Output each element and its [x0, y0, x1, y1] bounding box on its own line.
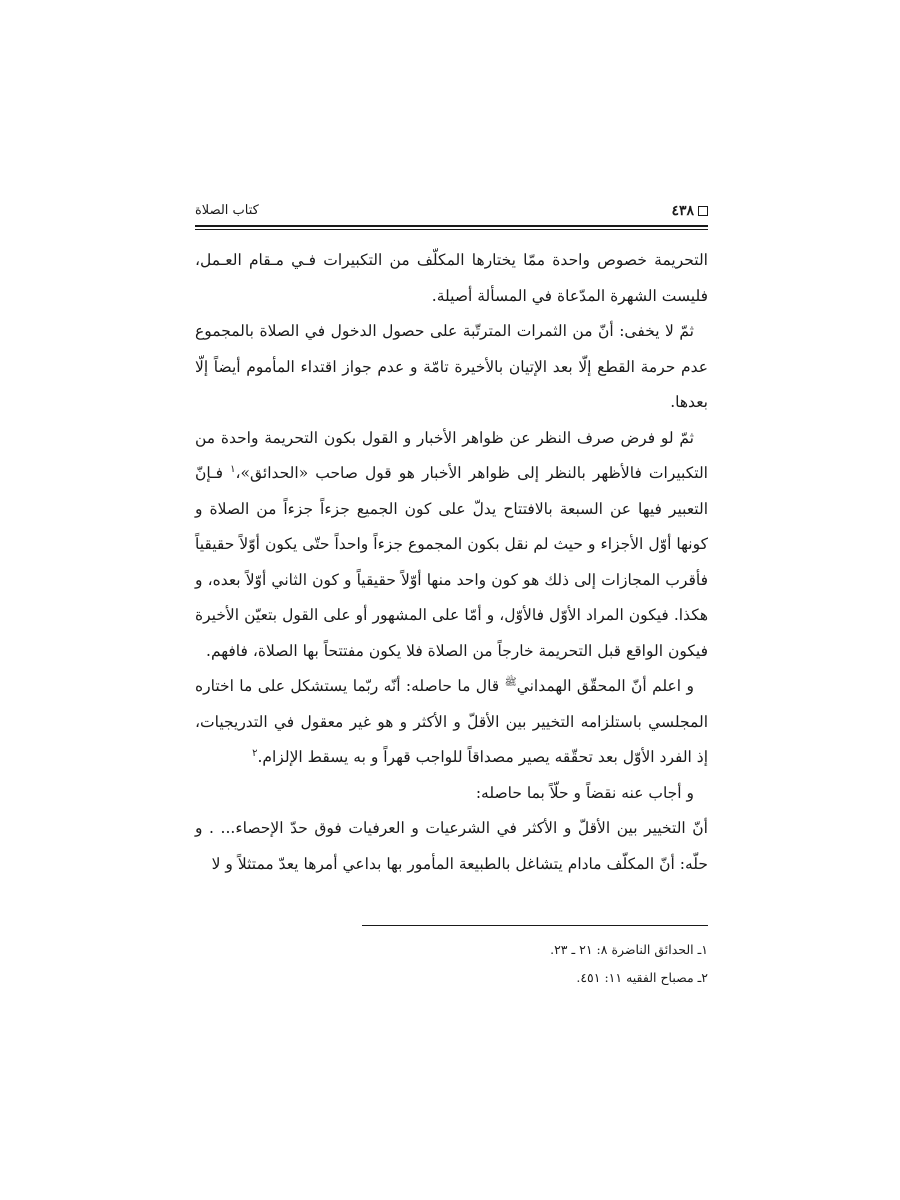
footnote-ref[interactable]: ٢: [252, 747, 258, 759]
paragraph: أنّ التخيير بين الأقلّ و الأكثر في الشرعيات و العرفيات فوق حدّ الإحصاء... . و حلّه: أنّ المكلّف مادام يتشاغل بالطبيعة المأمور بها بداعي أمرها يعدّ ممتثلاً و لا: [195, 819, 708, 873]
square-icon: [698, 206, 708, 216]
header-rule: [195, 225, 708, 227]
footnotes: [195, 936, 708, 992]
book-title: كتاب الصلاة: [195, 203, 259, 218]
honorific-symbol: ﷺ: [504, 676, 517, 688]
main-text: [195, 243, 708, 882]
paragraph-text: قال ما حاصله: أنّه ربّما يستشكل على ما اختاره المجلسي باستلزامه التخيير بين الأقلّ و الأكثر و هو غير معقول في التدريجيات، إذ الفرد الأوّل بعد تحقّقه يصير مصداقاً للواجب قهراً و به يسقط الإلزام.: [195, 677, 708, 766]
paragraph: ثمّ لا يخفى: أنّ من الثمرات المترتّبة على حصول الدخول في الصلاة بالمجموع عدم حرمة القطع إلّا بعد الإتيان بالأخيرة تامّة و عدم جواز اقتداء المأموم أيضاً إلّا بعدها.: [195, 322, 708, 411]
header-rule-thin: [195, 229, 708, 230]
paragraph-text: ثمّ لو فرض صرف النظر عن ظواهر الأخبار و القول بكون التحريمة واحدة من التكبيرات فالأظهر بالنظر إلى ظواهر الأخبار هو قول صاحب «الحدائق»،: [195, 428, 708, 482]
footnote-ref[interactable]: ١: [230, 463, 236, 475]
footnote: ١ـ الحدائق الناضرة ٨: ٢١ ـ ٢٣.: [550, 942, 708, 957]
page-number: ٤٣٨: [671, 200, 708, 222]
paragraph-text: فـإنّ التعبير فيها عن السبعة بالافتتاح يدلّ على كون الجميع جزءاً جزءاً من الصلاة و كونها أوّل الأجزاء و حيث لم نقل بكون المجموع جزءاً واحداً حتّى يكون أوّلاً حقيقياً فأقرب المجازات إلى ذلك هو كون واحد منها أوّلاً حقيقياً و كون الثاني أوّلاً بعده، و هكذا. فيكون المراد الأوّل فالأوّل، و أمّا على المشهور أو على القول بتعيّن الأخيرة فيكون الواقع قبل التحريمة خارجاً من الصلاة فلا يكون مفتتحاً بها الصلاة، فافهم.: [195, 464, 708, 660]
paragraph-text: و اعلم أنّ المحقّق الهمداني: [516, 677, 694, 695]
paragraph: و أجاب عنه نقضاً و حلّاً بما حاصله:: [475, 783, 694, 802]
footnote-separator: [362, 925, 708, 926]
footnote: ٢ـ مصباح الفقيه ١١: ٤٥١.: [576, 970, 708, 985]
paragraph: [195, 421, 708, 670]
running-header: [195, 200, 708, 222]
paragraph: [195, 669, 708, 776]
paragraph: التحريمة خصوص واحدة ممّا يختارها المكلّف من التكبيرات فـي مـقام العـمل، فليست الشهرة المدّعاة في المسألة أصيلة.: [195, 251, 708, 305]
